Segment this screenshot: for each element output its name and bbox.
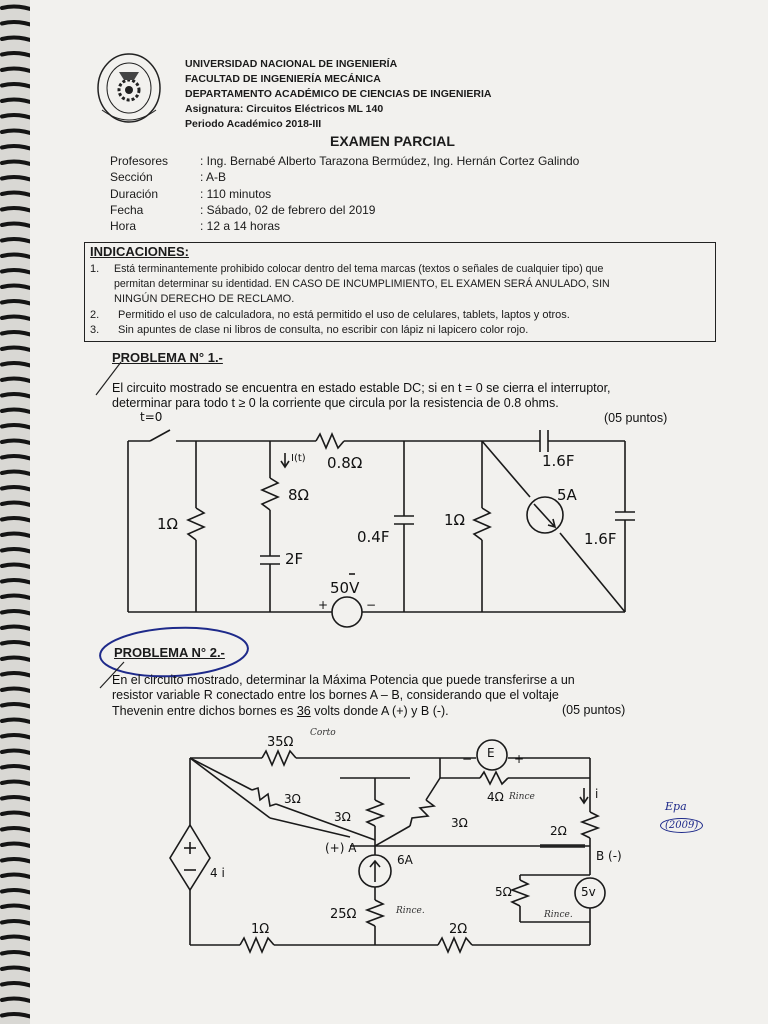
indicacion-1-line3: NINGÚN DERECHO DE RECLAMO. (114, 293, 295, 305)
problem2-line3-a: Thevenin entre dichos bornes es (112, 704, 297, 718)
p1-label-current: I(t) (291, 453, 306, 464)
p1-label-source-i: 5A (557, 486, 577, 504)
p2-label-r25: 25Ω (330, 907, 357, 922)
problem2-line3-b: 36 (296, 704, 311, 718)
p2-note-r5: Rince. (544, 910, 573, 920)
info-label-fecha: Fecha (110, 203, 144, 217)
p1-label-c04: 0.4F (357, 528, 390, 546)
p2-note-r25: Rince. (396, 906, 425, 916)
p2-node-a: (+) A (325, 841, 357, 855)
indicacion-1-num: 1. (90, 263, 100, 275)
info-label-duracion: Duración (110, 187, 159, 201)
p2-label-r3-left: 3Ω (284, 792, 301, 806)
problem1-statement-line2: determinar para todo t ≥ 0 la corriente que circula por la resistencia de 0.8 ohms. (112, 396, 559, 410)
p2-label-r2-right: 2Ω (550, 824, 567, 838)
margin-note-epa: Epa (665, 800, 687, 813)
info-value-seccion: : A-B (200, 170, 227, 184)
academic-period: Periodo Académico 2018-III (185, 118, 322, 130)
problem1-title: PROBLEMA N° 1.- (112, 350, 223, 365)
p2-source-e-plus: + (514, 752, 525, 766)
p2-label-r3-right: 3Ω (451, 816, 468, 830)
info-value-profesores: : Ing. Bernabé Alberto Tarazona Bermúdez, Ing. Hernán Cortez Galindo (200, 154, 580, 168)
p2-label-source-e: E (487, 746, 495, 760)
university-name: UNIVERSIDAD NACIONAL DE INGENIERÍA (185, 58, 398, 70)
indicacion-1-line1: Está terminantemente prohibido colocar dentro del tema marcas (textos o señales de cualquier tipo) que (114, 263, 604, 275)
exam-title: EXAMEN PARCIAL (330, 133, 455, 149)
p2-label-r5: 5Ω (495, 885, 512, 899)
faculty-name: FACULTAD DE INGENIERÍA MECÁNICA (185, 73, 381, 85)
department-name: DEPARTAMENTO ACADÉMICO DE CIENCIAS DE INGENIERIA (185, 88, 492, 100)
problem2-points: (05 puntos) (562, 703, 626, 717)
p1-source-v-plus: + (318, 598, 329, 612)
p2-note-r4: Rince (509, 792, 535, 802)
problem2-statement-line2: resistor variable R conectado entre los bornes A – B, considerando que el voltaje (112, 688, 559, 702)
info-label-profesores: Profesores (110, 154, 169, 168)
indicacion-3-num: 3. (90, 324, 100, 336)
p2-label-r3-middle: 3Ω (334, 810, 351, 824)
indicacion-3-text: Sin apuntes de clase ni libros de consulta, no escribir con lápiz ni lapicero color rojo. (118, 324, 529, 336)
p2-label-r2-bottom: 2Ω (449, 922, 468, 937)
info-value-duracion: : 110 minutos (200, 187, 272, 201)
p2-label-source-5v: 5v (581, 885, 596, 899)
switch-label: t=0 (140, 410, 163, 424)
info-value-hora: : 12 a 14 horas (200, 219, 281, 233)
indicacion-2-text: Permitido el uso de calculadora, no está permitido el uso de celulares, tablets, laptos y otros. (118, 309, 570, 321)
p1-label-c16-right: 1.6F (584, 530, 617, 548)
problem2-line3-c: volts donde A (+) y B (-). (310, 704, 449, 718)
p1-label-r1-right: 1Ω (444, 511, 466, 529)
info-label-seccion: Sección (110, 170, 153, 184)
indicaciones-title: INDICACIONES: (90, 244, 189, 259)
p2-current-i-label: i (595, 787, 599, 801)
p1-source-v-minus: − (366, 598, 377, 612)
indicacion-1-line2: permitan determinar su identidad. EN CASO DE INCUMPLIMIENTO, EL EXAMEN SERÁ ANULADO, SIN (114, 278, 610, 290)
p2-source-e-minus: − (462, 752, 473, 766)
info-label-hora: Hora (110, 219, 137, 233)
course-name: Asignatura: Circuitos Eléctricos ML 140 (185, 103, 384, 115)
problem1-statement-line1: El circuito mostrado se encuentra en estado estable DC; si en t = 0 se cierra el interruptor, (112, 381, 611, 395)
problem2-statement-line1: En el circuito mostrado, determinar la Máxima Potencia que puede transferirse a un (112, 673, 575, 687)
p2-label-r4: 4Ω (487, 790, 504, 804)
p1-label-r8: 8Ω (288, 486, 310, 504)
p1-label-c16-top: 1.6F (542, 452, 575, 470)
p1-label-c2: 2F (285, 550, 304, 568)
indicacion-2-num: 2. (90, 309, 100, 321)
p2-node-b: B (-) (596, 849, 622, 863)
problem1-points: (05 puntos) (604, 411, 668, 425)
p2-label-r35: 35Ω (267, 735, 294, 750)
info-value-fecha: : Sábado, 02 de febrero del 2019 (200, 203, 376, 217)
problem2-title: PROBLEMA N° 2.- (114, 645, 225, 660)
p2-label-r1-bottom: 1Ω (251, 922, 270, 937)
margin-note-year: (2009) (660, 818, 703, 833)
p1-label-r08: 0.8Ω (327, 454, 363, 472)
p1-label-source-v: 50V (330, 579, 360, 597)
p1-label-r1-left: 1Ω (157, 515, 179, 533)
p2-label-dep-source: 4 i (210, 866, 225, 880)
p2-label-source-6a: 6A (397, 853, 413, 867)
p2-note-corto: Corto (310, 728, 336, 738)
